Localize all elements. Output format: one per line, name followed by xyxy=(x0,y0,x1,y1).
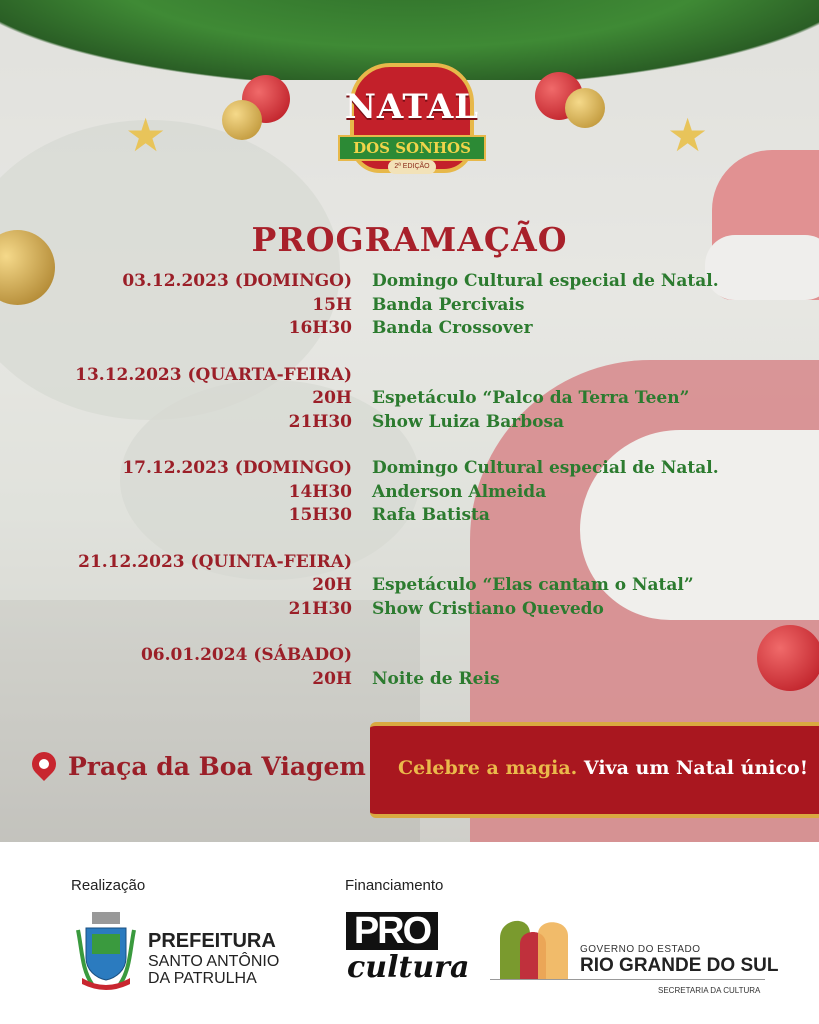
schedule-event: Espetáculo “Elas cantam o Natal” xyxy=(372,575,694,595)
municipal-crest-icon xyxy=(74,912,138,994)
schedule-item-row xyxy=(0,481,819,505)
schedule-item-row xyxy=(0,411,819,435)
prefeitura-line3: DA PATRULHA xyxy=(148,970,257,987)
slogan-text xyxy=(398,757,808,779)
schedule-event xyxy=(352,364,372,388)
schedule-item-row xyxy=(0,387,819,411)
schedule-event: Show Cristiano Quevedo xyxy=(372,598,604,619)
logo-dos-sonhos: DOS SONHOS xyxy=(338,135,486,161)
star-icon: ★ xyxy=(667,109,709,161)
schedule-event: Noite de Reis xyxy=(372,668,500,689)
schedule-event: Show Luiza Barbosa xyxy=(372,411,565,432)
schedule-date-row xyxy=(0,457,819,481)
schedule-event: Domingo Cultural especial de Natal. xyxy=(372,271,719,291)
spacer xyxy=(0,341,819,364)
slogan-part2: Viva um Natal único! xyxy=(583,757,809,779)
schedule xyxy=(0,270,819,691)
spacer xyxy=(0,434,819,457)
prefeitura-line1: PREFEITURA xyxy=(148,930,276,952)
schedule-time: 21.12.2023 (QUINTA-FEIRA) xyxy=(78,551,352,572)
ornament-ball-icon xyxy=(222,100,262,140)
schedule-time: 15H30 xyxy=(288,505,352,525)
realizacao-label: Realização xyxy=(71,877,146,894)
schedule-time: 15H xyxy=(312,294,352,315)
schedule-time: 17.12.2023 (DOMINGO) xyxy=(122,458,352,478)
procultura-logo-cultura: cultura xyxy=(347,950,470,985)
governo-line1: GOVERNO DO ESTADO xyxy=(580,944,701,955)
schedule-item-row xyxy=(0,294,819,318)
schedule-time: 21H30 xyxy=(288,598,352,619)
schedule-item-row xyxy=(0,317,819,341)
schedule-event xyxy=(352,551,372,575)
spacer xyxy=(0,621,819,644)
schedule-date-row xyxy=(0,551,819,575)
financiamento-label: Financiamento xyxy=(345,877,444,894)
logo-natal: NATAL xyxy=(344,87,480,127)
divider xyxy=(490,979,765,980)
schedule-event: Rafa Batista xyxy=(372,505,490,525)
schedule-date-row xyxy=(0,364,819,388)
prefeitura-logo-text xyxy=(148,930,279,987)
governo-rs-silhouettes-icon xyxy=(490,908,580,980)
governo-line3: SECRETARIA DA CULTURA xyxy=(658,986,761,995)
schedule-time: 14H30 xyxy=(288,481,352,502)
governo-line2: RIO GRANDE DO SUL xyxy=(580,955,779,976)
natal-dos-sonhos-logo xyxy=(338,55,486,190)
schedule-event: Banda Crossover xyxy=(372,318,533,338)
schedule-time: 06.01.2024 (SÁBADO) xyxy=(140,645,352,665)
schedule-time: 13.12.2023 (QUARTA-FEIRA) xyxy=(75,364,352,385)
location-text: Praça da Boa Viagem xyxy=(68,752,366,781)
schedule-time: 20H xyxy=(312,575,352,595)
schedule-date-row xyxy=(0,644,819,668)
star-icon: ★ xyxy=(125,109,167,161)
schedule-event: Domingo Cultural especial de Natal. xyxy=(372,458,719,478)
logo-edition: 2ª EDIÇÃO xyxy=(388,160,436,174)
schedule-time: 21H30 xyxy=(288,411,352,432)
schedule-event: Banda Percivais xyxy=(372,294,525,315)
schedule-item-row xyxy=(0,598,819,622)
prefeitura-line2: SANTO ANTÔNIO xyxy=(148,953,280,970)
procultura-logo-pro: PRO xyxy=(346,912,438,950)
schedule-item-row xyxy=(0,574,819,598)
schedule-item-row xyxy=(0,504,819,528)
schedule-item-row xyxy=(0,668,819,692)
schedule-date-row xyxy=(0,270,819,294)
spacer xyxy=(0,528,819,551)
schedule-event: Espetáculo “Palco da Terra Teen” xyxy=(372,388,690,408)
schedule-time: 20H xyxy=(312,668,352,689)
page-title: PROGRAMAÇÃO xyxy=(251,220,568,259)
ornament-ball-icon xyxy=(565,88,605,128)
schedule-event: Anderson Almeida xyxy=(372,481,547,502)
schedule-time: 16H30 xyxy=(288,318,352,338)
schedule-event xyxy=(352,644,372,668)
schedule-time: 03.12.2023 (DOMINGO) xyxy=(122,271,352,291)
schedule-time: 20H xyxy=(312,388,352,408)
slogan-part1: Celebre a magia. xyxy=(398,757,578,779)
